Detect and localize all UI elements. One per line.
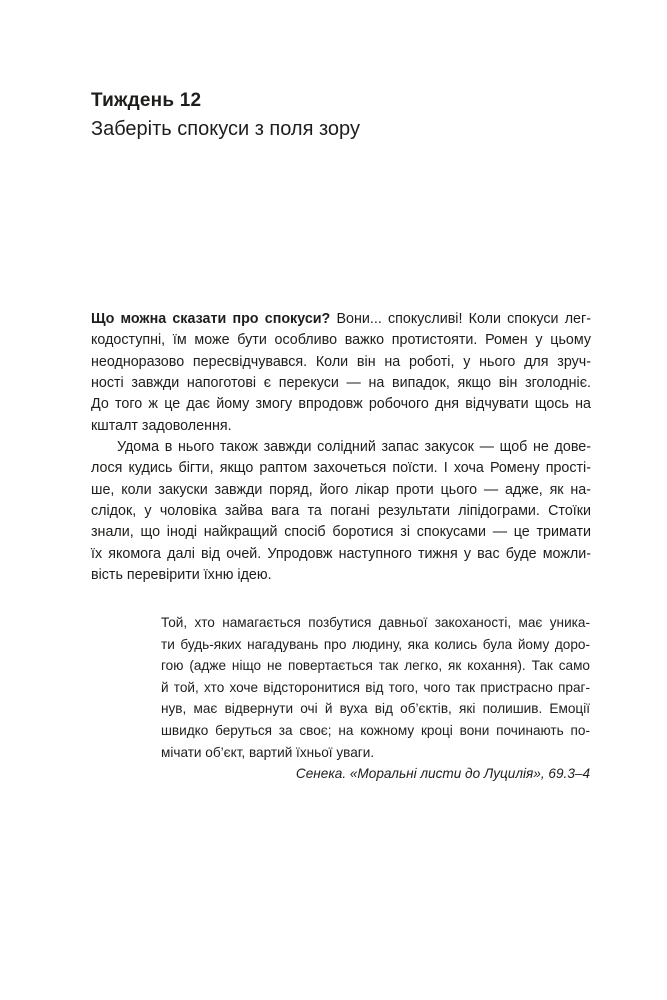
chapter-kicker: Тиждень 12 — [91, 90, 202, 111]
quote-line: й той, хто хоче відсторонитися від того, чого так пристрасно праг- — [161, 679, 590, 695]
body-line: неодноразово пересвідчувався. Коли він на роботі, у нього для зруч- — [91, 353, 591, 370]
quote-line: ти будь-яких нагадувань про людину, яка колись була йому доро- — [161, 636, 590, 652]
body-line: кшталт задоволення. — [91, 417, 232, 434]
body-line: кодоступні, їм може бути особливо важко протистояти. Ромен у цьому — [91, 332, 591, 349]
body-line — [91, 309, 591, 330]
paragraph-2 — [91, 437, 591, 586]
quote-attribution: Сенека. «Моральні листи до Луцилія», 69.3–4 — [295, 766, 590, 782]
paragraph-1 — [91, 309, 591, 437]
body-line-text: Вони... спокусливі! Коли спокуси лег- — [336, 311, 591, 327]
body-line: вість перевірити їхню ідею. — [91, 567, 272, 584]
quote-line: нув, має відвернути очі й вуха від об’єктів, які полишив. Емоції — [161, 701, 590, 717]
paragraph-lead-bold: Що можна сказати про спокуси? — [91, 311, 331, 327]
body-line: їх якомога далі від очей. Упродовж наступного тижня у вас буде можли- — [91, 545, 591, 562]
quote-line: гою (адже ніщо не повертається так легко, як кохання). Так само — [161, 658, 590, 674]
body-line: лося кудись бігти, якщо раптом захочеться поїсти. І хоча Ромену прості- — [91, 460, 591, 477]
body-line: Удома в нього також завжди солідний запас закусок — щоб не дове- — [117, 439, 591, 456]
chapter-title: Заберіть спокуси з поля зору — [91, 118, 360, 140]
body-line: ності завжди напоготові є перекуси — на випадок, якщо він зголодніє. — [91, 375, 591, 392]
quote-line: швидко беруться за своє; на кожному кроці вони починають по- — [161, 722, 590, 738]
quote-line: мічати об’єкт, вартий їхньої уваги. — [161, 744, 375, 760]
body-line: ше, коли закуски завжди поряд, його лікар проти цього — адже, як на- — [91, 481, 591, 498]
body-line: знали, що іноді найкращий спосіб боротися зі спокусами — це тримати — [91, 524, 591, 541]
body-line: слідок, у чоловіка зайва вага та погані результати ліпідограми. Стоїки — [91, 503, 591, 520]
quote-line: Той, хто намагається позбутися давньої закоханості, має уника- — [161, 615, 590, 630]
body-line: До того ж це дає йому змогу впродовж робочого дня відчувати щось на — [91, 396, 591, 413]
chapter-header — [91, 87, 360, 144]
epigraph-quote — [161, 612, 590, 785]
body-text — [91, 309, 591, 586]
